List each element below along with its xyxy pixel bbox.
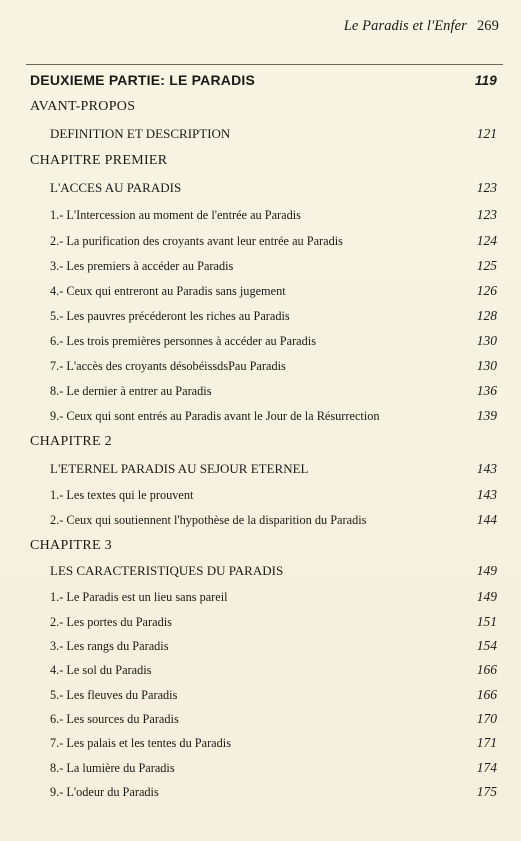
avant-propos-heading: [30, 99, 497, 115]
toc-entry: 6.- Les sources du Paradis 170: [50, 711, 497, 726]
toc-entry: 7.- L'accès des croyants désobéissdsPau Paradis 130: [50, 358, 497, 373]
toc-entry: 8.- Le dernier à entrer au Paradis 136: [50, 383, 497, 398]
toc-entry: 2.- Les portes du Paradis 151: [50, 614, 497, 629]
toc-entry: 7.- Les palais et les tentes du Paradis 171: [50, 735, 497, 750]
toc-entry: 4.- Le sol du Paradis 166: [50, 662, 497, 677]
chapter-1-title: CHAPITRE PREMIER: [30, 153, 168, 168]
chapter-3-section: LES CARACTERISTIQUES DU PARADIS 149: [50, 563, 497, 578]
chapter-3-title: CHAPITRE 3: [30, 538, 112, 553]
part-label: DEUXIEME PARTIE: LE PARADIS: [30, 72, 256, 88]
definition-label: DEFINITION ET DESCRIPTION: [50, 126, 231, 141]
toc-entry: 3.- Les rangs du Paradis 154: [50, 638, 497, 653]
chapter-1-section: L'ACCES AU PARADIS 123: [50, 180, 497, 195]
toc-entry: 9.- L'odeur du Paradis 175: [50, 784, 497, 799]
chapter-2-title: CHAPITRE 2: [30, 434, 112, 449]
definition-page: 121: [476, 126, 497, 141]
running-head-page: 269: [476, 18, 499, 34]
toc-entry: 1.- L'Intercession au moment de l'entrée au Paradis 123: [50, 207, 497, 222]
part-heading: [30, 72, 497, 88]
toc-entry: 5.- Les fleuves du Paradis 166: [50, 687, 497, 702]
chapter-2-section: L'ETERNEL PARADIS AU SEJOUR ETERNEL 143: [50, 461, 497, 476]
running-head-title: Le Paradis et l'Enfer: [343, 18, 467, 34]
toc-entry: 4.- Ceux qui entreront au Paradis sans jugement 126: [50, 283, 497, 298]
toc-entry: 2.- Ceux qui soutiennent l'hypothèse de la disparition du Paradis 144: [50, 512, 497, 527]
toc-entry: 5.- Les pauvres précéderont les riches au Paradis 128: [50, 308, 497, 323]
part-page: 119: [474, 73, 497, 88]
toc-entry: 8.- La lumière du Paradis 174: [50, 760, 497, 775]
toc-entry: 3.- Les premiers à accéder au Paradis 125: [50, 258, 497, 273]
toc-entry: 9.- Ceux qui sont entrés au Paradis avant le Jour de la Résurrection 139: [50, 408, 497, 423]
toc-entry: 1.- Le Paradis est un lieu sans pareil 149: [50, 589, 497, 604]
toc-entry: 1.- Les textes qui le prouvent 143: [50, 487, 497, 502]
toc-entry: 6.- Les trois premières personnes à accéder au Paradis 130: [50, 333, 497, 348]
definition-heading: [50, 126, 497, 142]
toc-entry: 2.- La purification des croyants avant leur entrée au Paradis 124: [50, 233, 497, 248]
avant-propos-label: AVANT-PROPOS: [30, 99, 136, 114]
